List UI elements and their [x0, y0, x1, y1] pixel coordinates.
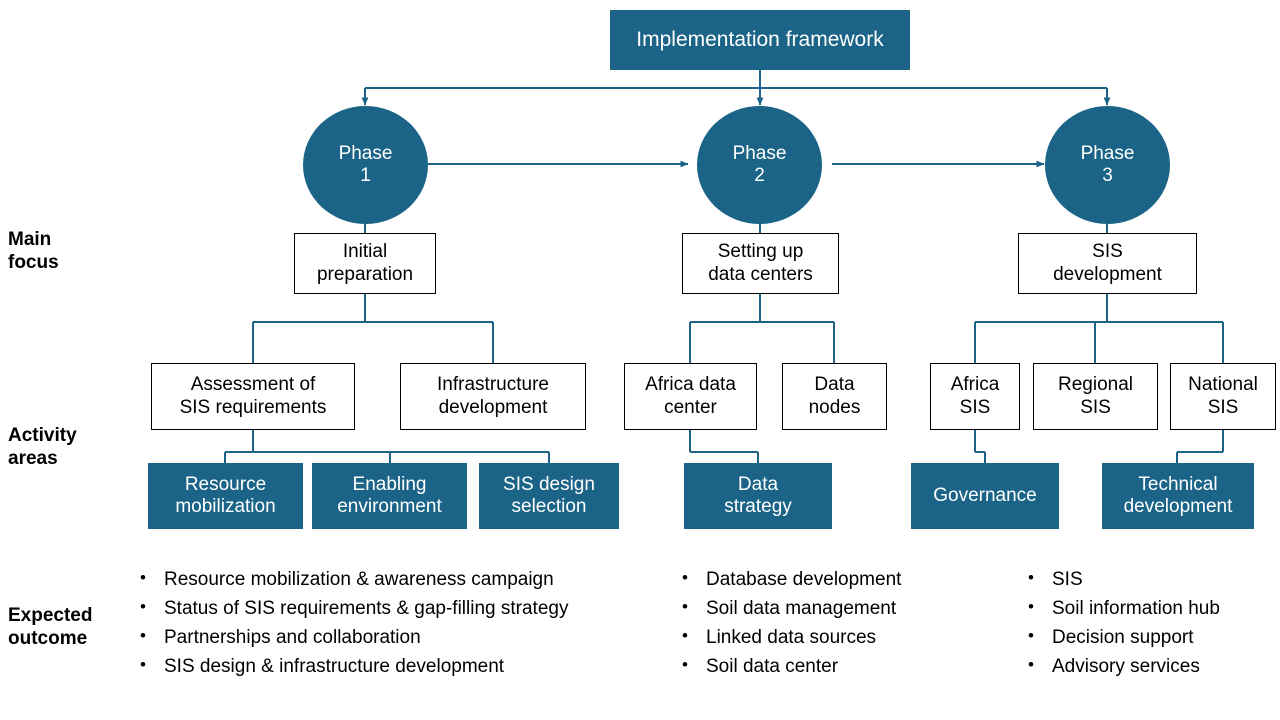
phase-1-node	[303, 106, 428, 224]
list-item: • Soil information hub	[1022, 595, 1220, 624]
activity-regional-sis: Regional SIS	[1033, 363, 1158, 430]
activity-national-sis: National SIS	[1170, 363, 1276, 430]
activity-data-strategy: Data strategy	[684, 463, 832, 529]
list-item: • Partnerships and collaboration	[134, 624, 568, 653]
list-item: • SIS	[1022, 566, 1220, 595]
list-item: • Resource mobilization & awareness campaign	[134, 566, 568, 595]
list-item: • Database development	[676, 566, 901, 595]
phase-3-node	[1045, 106, 1170, 224]
list-item: • Soil data center	[676, 653, 901, 682]
main-focus-setting-up-data-centers: Setting up data centers	[682, 233, 839, 294]
expected-outcome-column-1	[134, 566, 568, 682]
activity-resource-mobilization: Resource mobilization	[148, 463, 303, 529]
list-item: • Decision support	[1022, 624, 1220, 653]
activity-data-nodes: Data nodes	[782, 363, 887, 430]
activity-governance-label: Governance	[933, 484, 1037, 506]
list-item: • SIS design & infrastructure development	[134, 653, 568, 682]
list-item: • Advisory services	[1022, 653, 1220, 682]
list-item: • Status of SIS requirements & gap-filling strategy	[134, 595, 568, 624]
phase-2-node	[697, 106, 822, 224]
row-label-main-focus: Main focus	[8, 229, 59, 274]
activity-infrastructure-development: Infrastructure development	[400, 363, 586, 430]
activity-africa-data-center: Africa data center	[624, 363, 757, 430]
row-label-expected-outcome: Expected outcome	[8, 605, 93, 650]
activity-africa-sis: Africa SIS	[930, 363, 1020, 430]
row-label-activity-areas: Activity areas	[8, 425, 77, 470]
activity-governance	[911, 463, 1059, 529]
diagram-title-box	[610, 10, 910, 70]
main-focus-sis-development: SIS development	[1018, 233, 1197, 294]
expected-outcome-column-2	[676, 566, 901, 682]
expected-outcome-column-3	[1022, 566, 1220, 682]
activity-assessment-of-sis-requirements: Assessment of SIS requirements	[151, 363, 355, 430]
list-item: • Linked data sources	[676, 624, 901, 653]
list-item: • Soil data management	[676, 595, 901, 624]
activity-sis-design-selection: SIS design selection	[479, 463, 619, 529]
phase-1-label: Phase 1	[338, 142, 393, 186]
phase-3-label: Phase 3	[1080, 142, 1135, 186]
activity-enabling-environment: Enabling environment	[312, 463, 467, 529]
main-focus-initial-preparation: Initial preparation	[294, 233, 436, 294]
phase-2-label: Phase 2	[732, 142, 787, 186]
activity-technical-development: Technical development	[1102, 463, 1254, 529]
diagram-title: Implementation framework	[636, 27, 884, 51]
